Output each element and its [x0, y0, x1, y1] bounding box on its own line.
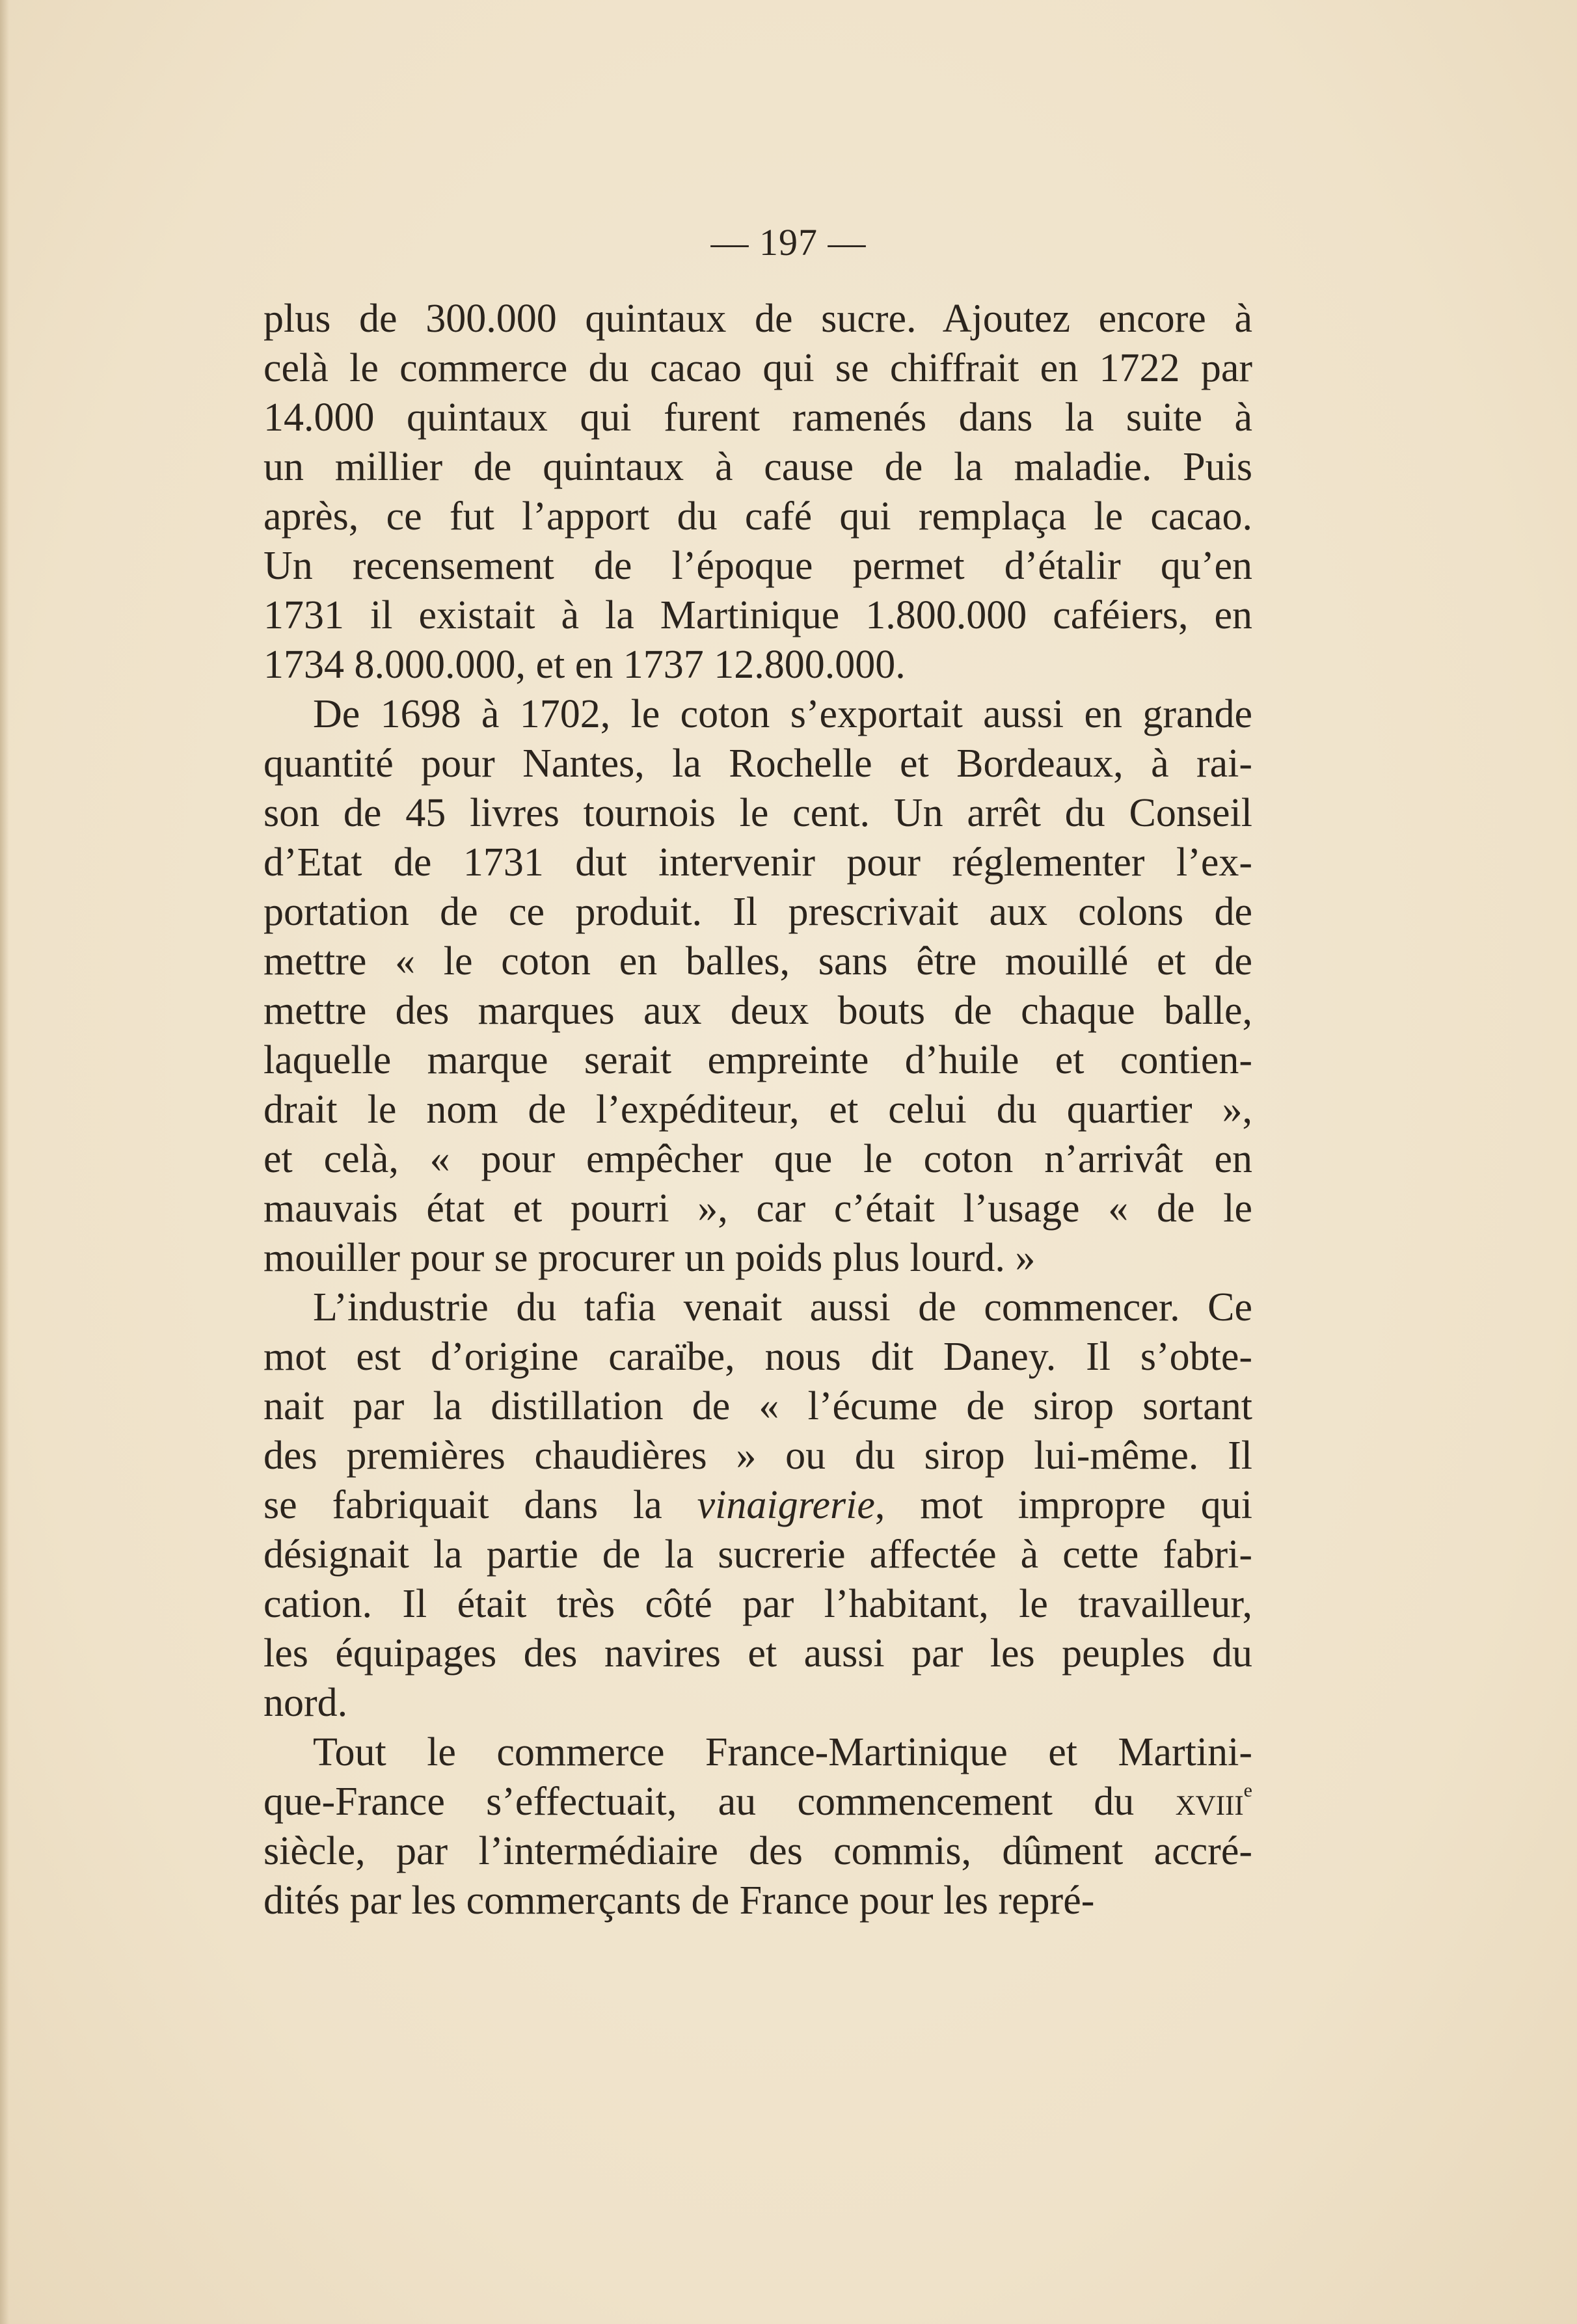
text-line: Un recensement de l’époque permet d’étalir qu’en: [263, 544, 1252, 588]
paragraph: [263, 1728, 1252, 1925]
text-line: son de 45 livres tournois le cent. Un arrêt du Conseil: [263, 791, 1252, 835]
text-line: mouiller pour se procurer un poids plus lourd. »: [263, 1236, 1036, 1280]
text-line: nord.: [263, 1681, 348, 1725]
text-line: les équipages des navires et aussi par les peuples du: [263, 1631, 1252, 1676]
text-run-sup: e: [1243, 1780, 1252, 1801]
text-line: drait le nom de l’expéditeur, et celui du quartier »,: [263, 1088, 1252, 1132]
text-run: se fabriquait dans la: [263, 1483, 697, 1527]
text-line: [263, 1480, 1252, 1530]
text-line: laquelle marque serait empreinte d’huile et contien-: [263, 1038, 1252, 1082]
text-line: après, ce fut l’apport du café qui remplaça le cacao.: [263, 494, 1252, 539]
text-line: un millier de quintaux à cause de la maladie. Puis: [263, 445, 1252, 489]
body-text: [263, 294, 1252, 1925]
page-edge-shadow: [0, 0, 9, 2324]
text-line: 1731 il existait à la Martinique 1.800.000 caféiers, en: [263, 593, 1252, 637]
text-line: nait par la distillation de « l’écume de sirop sortant: [263, 1384, 1252, 1428]
text-line: mot est d’origine caraïbe, nous dit Daney. Il s’obte-: [263, 1335, 1252, 1379]
page-number: — 197 —: [710, 221, 867, 263]
text-line: des premières chaudières » ou du sirop lui-même. Il: [263, 1434, 1252, 1478]
text-line: L’industrie du tafia venait aussi de commencer. Ce: [313, 1285, 1252, 1329]
paragraph: [263, 689, 1252, 1283]
text-line: désignait la partie de la sucrerie affectée à cette fabri-: [263, 1532, 1252, 1577]
text-run-italic: vinaigrerie: [697, 1483, 875, 1527]
text-line: mauvais état et pourri », car c’était l’usage « de le: [263, 1186, 1252, 1231]
text-line: celà le commerce du cacao qui se chiffrait en 1722 par: [263, 346, 1252, 390]
text-run: , mot impropre qui: [874, 1483, 1252, 1527]
text-line: plus de 300.000 quintaux de sucre. Ajoutez encore à: [263, 297, 1252, 341]
text-line: et celà, « pour empêcher que le coton n’arrivât en: [263, 1137, 1252, 1181]
text-line: mettre des marques aux deux bouts de chaque balle,: [263, 989, 1252, 1033]
text-run: que-France s’effectuait, au commencement du: [263, 1780, 1176, 1824]
text-line: 1734 8.000.000, et en 1737 12.800.000.: [263, 643, 906, 687]
text-line: portation de ce produit. Il prescrivait aux colons de: [263, 890, 1252, 934]
text-line: Tout le commerce France-Martinique et Martini-: [313, 1730, 1252, 1774]
text-line: dités par les commerçants de France pour les repré-: [263, 1878, 1095, 1923]
text-line: cation. Il était très côté par l’habitant, le travailleur,: [263, 1582, 1252, 1626]
text-line: quantité pour Nantes, la Rochelle et Bordeaux, à rai-: [263, 741, 1252, 786]
text-line: siècle, par l’intermédiaire des commis, dûment accré-: [263, 1829, 1252, 1873]
paragraph: [263, 1283, 1252, 1728]
paragraph: [263, 294, 1252, 689]
text-line: d’Etat de 1731 dut intervenir pour réglementer l’ex-: [263, 840, 1252, 885]
text-line: De 1698 à 1702, le coton s’exportait aussi en grande: [313, 692, 1252, 736]
text-line: [263, 1777, 1252, 1826]
text-run-smallcaps: xviii: [1175, 1780, 1244, 1824]
text-line: mettre « le coton en balles, sans être mouillé et de: [263, 939, 1252, 983]
text-line: 14.000 quintaux qui furent ramenés dans la suite à: [263, 395, 1252, 440]
